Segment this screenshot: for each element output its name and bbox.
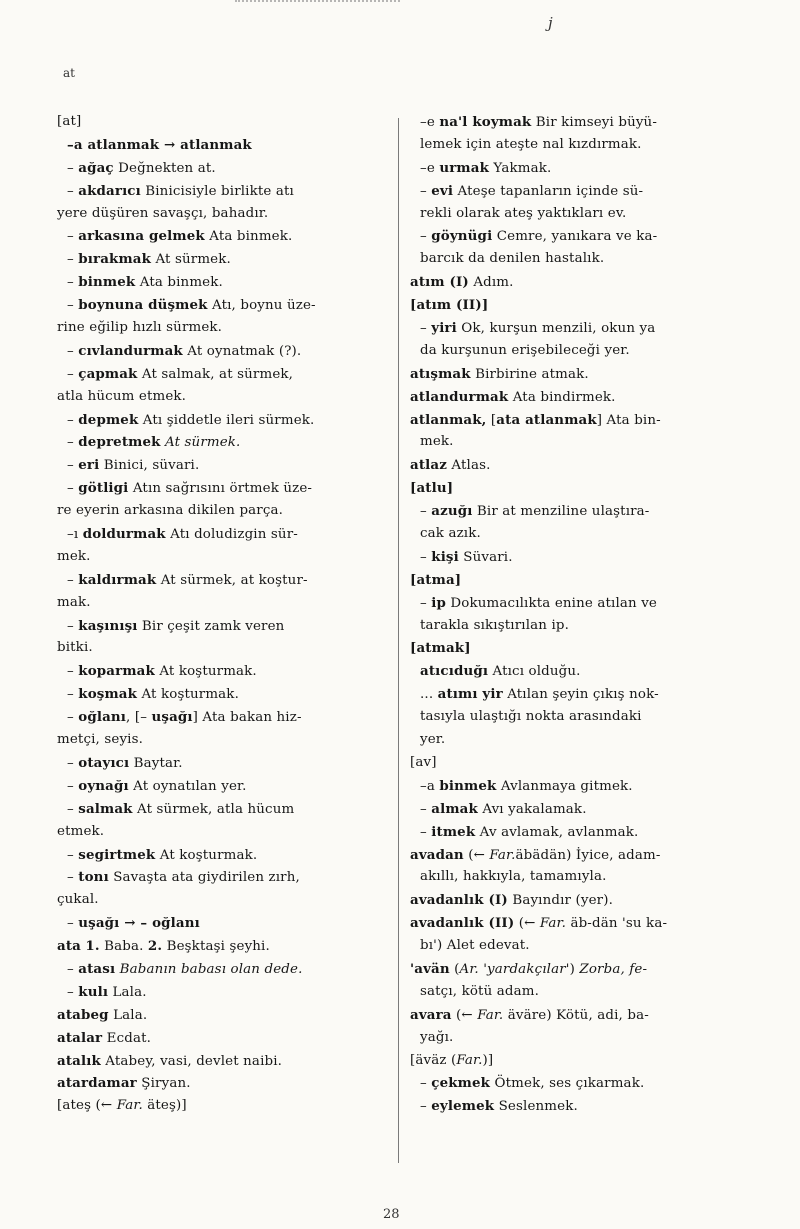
definition-text: çukal. — [57, 892, 99, 908]
right-column-line — [410, 203, 740, 226]
definition-text: – — [420, 321, 432, 337]
definition-text: – — [67, 366, 79, 382]
headword: atalık — [57, 1052, 101, 1069]
definition-text: – — [420, 549, 432, 565]
left-column-line — [57, 912, 387, 935]
definition-text: – — [67, 778, 79, 794]
definition-text: – — [67, 961, 79, 977]
right-column-line — [410, 569, 740, 592]
headword: boynuna düşmek — [78, 297, 208, 314]
right-column-line — [410, 798, 740, 821]
headword: cıvlandurmak — [78, 342, 183, 359]
running-head-word: at — [63, 66, 75, 80]
headword: yiri — [431, 320, 457, 337]
definition-text: Atabey, vasi, devlet naibi. — [100, 1053, 283, 1069]
definition-text: [ateş (← — [57, 1098, 117, 1114]
italic-text: Far. — [116, 1098, 143, 1114]
definition-text: At koşturmak. — [155, 847, 258, 863]
right-column — [410, 111, 740, 1118]
right-column-line — [410, 500, 740, 523]
right-column-line — [410, 386, 740, 409]
headword: ata — [57, 938, 81, 955]
headword: kaldırmak — [78, 571, 157, 588]
headword: 'avän — [410, 960, 450, 977]
left-column-line — [57, 752, 387, 775]
definition-text: metçi, seyis. — [57, 732, 144, 748]
headword: atlandurmak — [410, 388, 509, 405]
definition-text: da kurşunun erişebileceği yer. — [420, 342, 630, 358]
definition-text: cak azık. — [420, 526, 481, 542]
headword: uşağı → – oğlanı — [78, 915, 200, 932]
left-column-line — [57, 111, 387, 134]
definition-text: (← — [463, 847, 490, 863]
headword: doldurmak — [82, 526, 166, 543]
headword: [atma] — [410, 571, 462, 588]
left-column-line — [57, 294, 387, 317]
headword: itmek — [431, 823, 476, 840]
headword: ip — [431, 594, 447, 611]
definition-text: [äväz ( — [410, 1052, 457, 1068]
headword: çekmek — [431, 1075, 491, 1092]
headword: koşmak — [78, 686, 138, 703]
headword: [atım (II)] — [410, 297, 489, 314]
definition-text: Ecdat. — [102, 1030, 152, 1046]
definition-text: )] — [482, 1052, 494, 1068]
left-column-line — [57, 660, 387, 683]
left-column-line — [57, 431, 387, 454]
definition-text: bitki. — [57, 640, 93, 656]
column-divider — [398, 118, 399, 1163]
definition-text: – — [67, 755, 79, 771]
left-column-line — [57, 271, 387, 294]
right-column-line — [410, 317, 740, 340]
definition-text: – — [67, 618, 79, 634]
definition-text: Baba. — [99, 939, 148, 955]
definition-text: –a — [420, 778, 440, 794]
definition-text: – — [67, 343, 79, 359]
left-column — [57, 111, 387, 1118]
definition-text: atla hücum etmek. — [57, 388, 187, 404]
headword: göynügi — [431, 228, 493, 245]
right-column-line — [410, 431, 740, 454]
left-column-line — [57, 454, 387, 477]
right-column-line — [410, 477, 740, 500]
definition-text: – — [67, 160, 79, 176]
left-column-line — [57, 386, 387, 409]
right-column-line — [410, 844, 740, 867]
definition-text: – — [67, 435, 79, 451]
definition-text: – — [67, 801, 79, 817]
definition-text: Ata bindirmek. — [508, 389, 616, 405]
definition-text: etmek. — [57, 823, 105, 839]
right-column-line — [410, 1072, 740, 1095]
left-column-line — [57, 981, 387, 1004]
definition-text: At sürmek. — [151, 252, 231, 268]
left-column-line — [57, 317, 387, 340]
left-column-line — [57, 798, 387, 821]
definition-text: – — [67, 458, 79, 474]
definition-text: – — [67, 847, 79, 863]
definition-text: – — [420, 1099, 432, 1115]
headword: avara — [410, 1006, 452, 1023]
right-column-line — [410, 546, 740, 569]
right-column-line — [410, 1027, 740, 1050]
headword: [atmak] — [410, 640, 471, 657]
headword: na'l koymak — [439, 114, 532, 130]
right-column-line — [410, 180, 740, 203]
left-column-line — [57, 729, 387, 752]
definition-text: – — [67, 664, 79, 680]
right-column-line — [410, 889, 740, 912]
definition-text: – — [67, 916, 79, 932]
definition-text: satçı, kötü adam. — [420, 983, 540, 999]
italic-text: At sürmek. — [160, 435, 241, 451]
italic-text: Ar. 'yardakçılar' — [459, 961, 570, 977]
left-column-line — [57, 248, 387, 271]
italic-text: Far. — [539, 916, 567, 932]
left-column-line — [57, 180, 387, 203]
right-column-line — [410, 775, 740, 798]
headword: çapmak — [78, 365, 138, 382]
left-column-line — [57, 592, 387, 615]
italic-text: Far. — [489, 847, 516, 863]
left-column-line — [57, 134, 387, 157]
definition-text: Değnekten at. — [113, 160, 216, 176]
definition-text: – — [67, 710, 79, 726]
right-column-line — [410, 454, 740, 477]
left-column-line — [57, 637, 387, 660]
definition-text: – — [67, 481, 79, 497]
definition-text: ) — [569, 961, 580, 977]
left-column-line — [57, 340, 387, 363]
right-column-line — [410, 981, 740, 1004]
definition-text: Ok, kurşun menzili, okun ya — [456, 321, 656, 337]
definition-text: Yakmak. — [489, 160, 552, 176]
headword: atalar — [57, 1029, 103, 1046]
definition-text: – — [67, 870, 79, 886]
right-column-line — [410, 363, 740, 386]
definition-text: rine eğilip hızlı sürmek. — [57, 320, 223, 336]
definition-text: Atıcı olduğu. — [488, 664, 581, 680]
headword: atardamar — [57, 1075, 137, 1092]
definition-text: Atın sağrısını örtmek üze- — [128, 481, 313, 497]
definition-text: – — [420, 229, 432, 245]
headword: urmak — [439, 159, 489, 176]
right-column-line — [410, 615, 740, 638]
headword: atası — [78, 960, 116, 977]
definition-text: Bayındır (yer). — [507, 893, 613, 909]
headword: 1. — [85, 938, 100, 955]
headword: –a atlanmak → atlanmak — [67, 136, 252, 153]
headword: segirtmek — [78, 846, 156, 863]
definition-text: – — [67, 252, 79, 268]
definition-text: – — [67, 687, 79, 703]
definition-text: mek. — [57, 548, 91, 564]
definition-text: Ata binmek. — [204, 229, 293, 245]
definition-text: – — [67, 183, 79, 199]
headword: atım (I) — [410, 274, 469, 291]
definition-text: Av avlamak, avlanmak. — [475, 824, 639, 840]
right-column-line — [410, 248, 740, 271]
definition-text: Beşktaşi şeyhi. — [162, 939, 270, 955]
definition-text: – — [67, 229, 79, 245]
left-column-line — [57, 683, 387, 706]
definition-text: mek. — [420, 434, 454, 450]
definition-text: – — [67, 984, 79, 1000]
definition-text: barcık da denilen hastalık. — [420, 251, 605, 267]
definition-text: ( — [449, 961, 460, 977]
definition-text: At sürmek, at koştur- — [156, 572, 308, 588]
definition-text: Atılan şeyin çıkış nok- — [502, 687, 659, 703]
definition-text: (← — [514, 916, 540, 932]
italic-text: Babanın babası olan dede. — [115, 961, 303, 977]
definition-text: Birbirine atmak. — [470, 366, 589, 382]
headword: uşağı — [151, 709, 193, 726]
right-column-line — [410, 958, 740, 981]
right-column-line — [410, 134, 740, 157]
left-column-line — [57, 203, 387, 226]
definition-text: Cemre, yanıkara ve ka- — [492, 229, 658, 245]
definition-text: – — [420, 824, 432, 840]
left-column-line — [57, 821, 387, 844]
headword: eylemek — [431, 1098, 495, 1115]
definition-text: yer. — [420, 732, 446, 748]
definition-text: [at] — [57, 114, 82, 129]
left-column-line — [57, 523, 387, 546]
left-column-line — [57, 157, 387, 180]
definition-text: Atlas. — [446, 458, 491, 474]
definition-text: Lala. — [108, 1007, 148, 1023]
left-column-line — [57, 546, 387, 569]
definition-text: Bir kimseyi büyü- — [531, 115, 658, 130]
headword: binmek — [439, 777, 497, 794]
definition-text: bı') Alet edevat. — [420, 938, 530, 954]
definition-text: Ateşe tapanların içinde sü- — [453, 183, 644, 199]
definition-text: Dokumacılıkta enine atılan ve — [446, 595, 657, 611]
headword: salmak — [78, 800, 133, 817]
definition-text: ] Ata bin- — [596, 412, 661, 428]
right-column-line — [410, 157, 740, 180]
definition-text: – — [67, 298, 79, 314]
definition-text: Lala. — [108, 984, 147, 1000]
definition-text: Bir at menziline ulaştıra- — [472, 504, 650, 520]
definition-text: Avı yakalamak. — [477, 801, 587, 817]
left-column-line — [57, 866, 387, 889]
definition-text: ... — [420, 687, 438, 703]
right-column-line — [410, 1050, 740, 1073]
definition-text: lemek için ateşte nal kızdırmak. — [420, 136, 642, 152]
headword: azuğı — [431, 503, 473, 520]
definition-text: ] Ata bakan hiz- — [192, 710, 302, 726]
definition-text: – — [420, 183, 432, 199]
definition-text: At sürmek, atla hücum — [132, 801, 295, 817]
definition-text: Ötmek, ses çıkarmak. — [490, 1076, 645, 1092]
headword: ağaç — [78, 159, 114, 176]
definition-text: äteş)] — [142, 1098, 187, 1114]
definition-text: At koşturmak. — [154, 664, 257, 680]
right-column-line — [410, 1095, 740, 1118]
right-column-line — [410, 111, 740, 134]
headword: almak — [431, 800, 478, 817]
headword: atabeg — [57, 1006, 109, 1023]
right-column-line — [410, 912, 740, 935]
headword: oynağı — [78, 777, 129, 794]
headword: atışmak — [410, 365, 471, 382]
corner-pencil-mark: j — [548, 14, 553, 32]
definition-text: – — [420, 504, 432, 520]
right-column-line — [410, 729, 740, 752]
definition-text: At oynatılan yer. — [128, 778, 247, 794]
definition-text: yere düşüren savaşçı, bahadır. — [57, 205, 269, 221]
definition-text: –e — [420, 115, 440, 130]
right-column-line — [410, 523, 740, 546]
left-column-line — [57, 889, 387, 912]
headword: evi — [431, 182, 454, 199]
headword: atımı yir — [437, 686, 503, 703]
headword: depmek — [78, 411, 139, 428]
headword: atıcıduğı — [420, 663, 489, 680]
right-column-line — [410, 340, 740, 363]
headword: kulı — [78, 983, 109, 1000]
definition-text: rekli olarak ateş yaktıkları ev. — [420, 205, 627, 221]
left-column-line — [57, 569, 387, 592]
scan-top-mark — [235, 0, 400, 7]
definition-text: [ — [486, 412, 497, 428]
definition-text: – — [420, 595, 432, 611]
left-column-line — [57, 1072, 387, 1095]
definition-text: At koşturmak. — [137, 687, 239, 703]
headword: tonı — [78, 869, 109, 886]
headword: depretmek — [78, 434, 161, 451]
definition-text: äbädän) İyice, adam- — [515, 847, 661, 863]
definition-text: Atı doludizgin sür- — [165, 527, 298, 543]
headword: bırakmak — [78, 251, 152, 268]
left-column-line — [57, 225, 387, 248]
definition-text: – — [67, 412, 79, 428]
definition-text: mak. — [57, 594, 91, 610]
definition-text: – — [420, 1076, 432, 1092]
left-column-line — [57, 500, 387, 523]
right-column-line — [410, 752, 740, 775]
headword: binmek — [78, 274, 136, 291]
page-number: 28 — [383, 1207, 400, 1222]
right-column-line — [410, 271, 740, 294]
headword: avadanlık (II) — [410, 915, 515, 932]
left-column-line — [57, 775, 387, 798]
right-column-line — [410, 294, 740, 317]
left-column-line — [57, 477, 387, 500]
definition-text: – — [420, 801, 432, 817]
italic-text: Far. — [477, 1007, 504, 1023]
definition-text: re eyerin arkasına dikilen parça. — [57, 503, 284, 519]
headword: avadanlık (I) — [410, 892, 508, 909]
definition-text: Binici, süvari. — [99, 458, 200, 474]
right-column-line — [410, 821, 740, 844]
definition-text: yağı. — [420, 1029, 454, 1045]
definition-text: Seslenmek. — [494, 1099, 578, 1115]
definition-text: , [– — [126, 710, 152, 726]
definition-text: äväre) Kötü, adi, ba- — [503, 1007, 649, 1023]
headword: atlaz — [410, 457, 447, 474]
definition-text: Binicisiyle birlikte atı — [140, 183, 294, 199]
definition-text: Savaşta ata giydirilen zırh, — [108, 870, 300, 886]
definition-text: (← — [451, 1007, 478, 1023]
headword: otayıcı — [78, 754, 130, 771]
right-column-line — [410, 706, 740, 729]
definition-text: Atı şiddetle ileri sürmek. — [138, 412, 315, 428]
headword: 2. — [147, 938, 163, 955]
headword: atlanmak, — [410, 411, 487, 428]
definition-text: Atı, boynu üze- — [207, 298, 316, 314]
italic-text: Far. — [456, 1052, 483, 1068]
definition-text: Ata binmek. — [135, 275, 223, 291]
left-column-line — [57, 1004, 387, 1027]
definition-text: At oynatmak (?). — [182, 343, 302, 359]
definition-text: [av] — [410, 754, 437, 770]
right-column-line — [410, 1004, 740, 1027]
headword: akdarıcı — [78, 182, 141, 199]
definition-text: tasıyla ulaştığı nokta arasındaki — [420, 709, 642, 725]
right-column-line — [410, 637, 740, 660]
definition-text: tarakla sıkıştırılan ip. — [420, 617, 570, 633]
left-column-line — [57, 706, 387, 729]
headword: arkasına gelmek — [78, 228, 205, 245]
definition-text: Avlanmaya gitmek. — [496, 778, 633, 794]
left-column-line — [57, 363, 387, 386]
definition-text: –e — [420, 160, 440, 176]
right-column-line — [410, 592, 740, 615]
right-column-line — [410, 409, 740, 432]
definition-text: At salmak, at sürmek, — [137, 366, 294, 382]
headword: oğlanı — [78, 709, 127, 726]
headword: koparmak — [78, 663, 155, 680]
headword: avadan — [410, 846, 464, 863]
left-column-line — [57, 1050, 387, 1073]
definition-text: akıllı, hakkıyla, tamamıyla. — [420, 869, 607, 885]
definition-text: – — [67, 572, 79, 588]
headword: kaşınışı — [78, 617, 138, 634]
italic-text: Zorba, fe- — [579, 961, 648, 977]
definition-text: – — [67, 275, 79, 291]
definition-text: –ı — [67, 527, 83, 543]
left-column-line — [57, 958, 387, 981]
left-column-line — [57, 1095, 387, 1118]
definition-text: Adım. — [468, 275, 514, 291]
headword: eri — [78, 457, 100, 474]
definition-text: Bir çeşit zamk veren — [137, 618, 285, 634]
left-column-line — [57, 1027, 387, 1050]
right-column-line — [410, 660, 740, 683]
left-column-line — [57, 935, 387, 958]
left-column-line — [57, 844, 387, 867]
definition-text: Süvari. — [458, 549, 513, 565]
definition-text: Şiryan. — [136, 1076, 191, 1092]
headword: ata atlanmak — [496, 411, 597, 428]
headword: kişi — [431, 548, 459, 565]
definition-text: äb-dän 'su ka- — [566, 916, 668, 932]
headword: götligi — [78, 480, 129, 497]
right-column-line — [410, 866, 740, 889]
right-column-line — [410, 683, 740, 706]
definition-text: Baytar. — [129, 755, 183, 771]
left-column-line — [57, 409, 387, 432]
headword: [atlu] — [410, 480, 454, 497]
left-column-line — [57, 615, 387, 638]
right-column-line — [410, 935, 740, 958]
right-column-line — [410, 225, 740, 248]
